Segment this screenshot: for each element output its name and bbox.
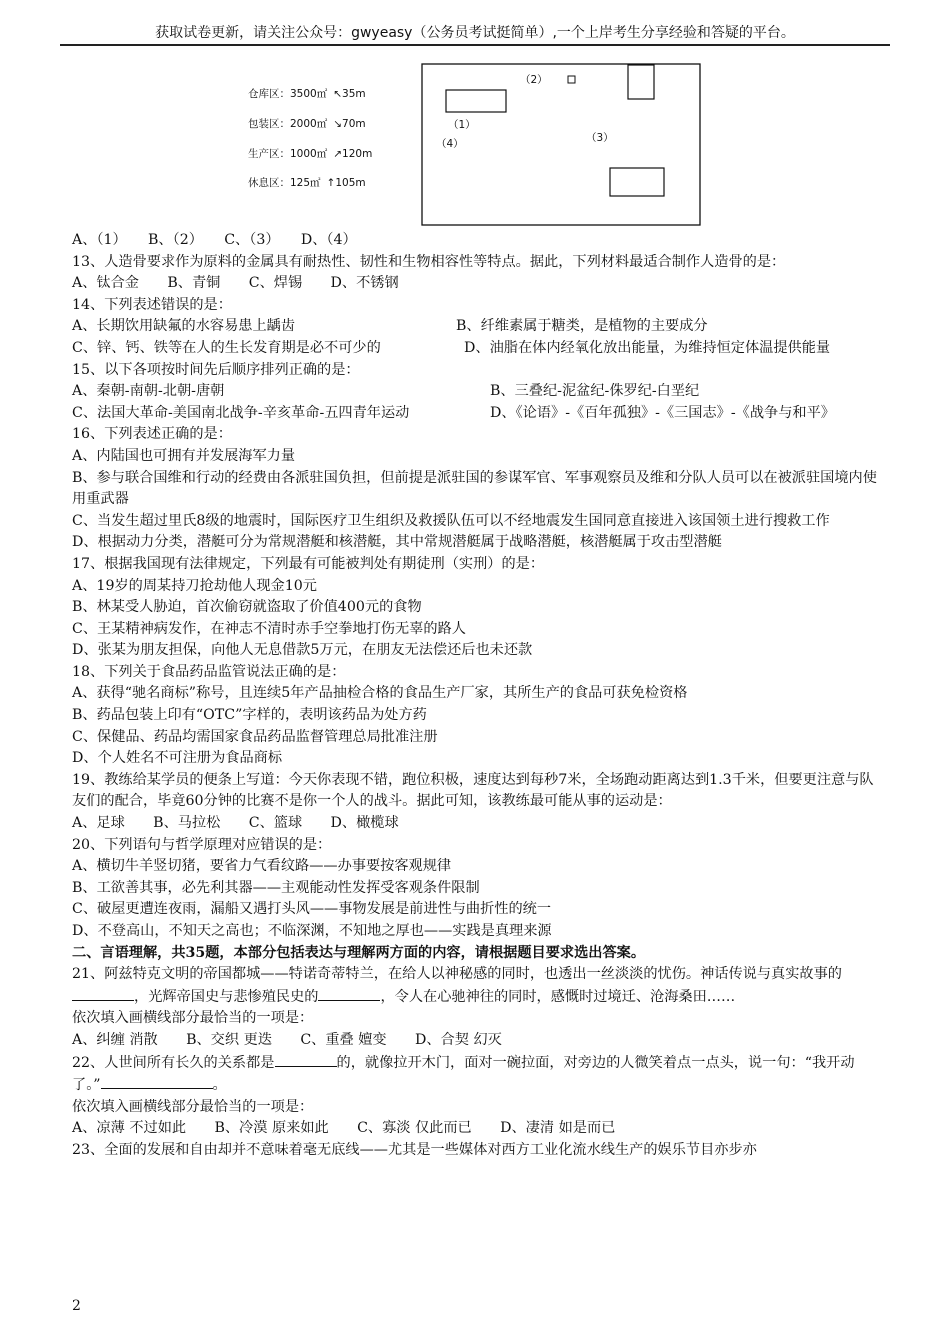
- q13-options: A、钛合金 B、青铜 C、焊锡 D、不锈钢: [72, 275, 399, 292]
- q15-row-cd: [72, 403, 880, 425]
- q15-option-c: C、法国大革命-美国南北战争-辛亥革命-五四青年运动: [72, 404, 410, 421]
- page-number: 2: [72, 1298, 81, 1314]
- q14-row-cd: [72, 338, 880, 360]
- section-2-heading: 二、言语理解，共35题，本部分包括表达与理解两方面的内容，请根据题目要求选出答案。: [72, 944, 646, 961]
- q13-stem: 13、人造骨要求作为原料的金属具有耐热性、韧性和生物相容性等特点。据此，下列材料最适合制作人造骨的是：: [72, 253, 786, 270]
- q17-option-b: B、林某受人胁迫，首次偷窃就盗取了价值400元的食物: [72, 599, 422, 616]
- building-2: [568, 76, 575, 83]
- q14-option-c: C、锌、钙、铁等在人的生长发育期是必不可少的: [72, 339, 381, 356]
- header-rule: [60, 44, 890, 46]
- building-4: [610, 168, 664, 196]
- q22-blank-1: [275, 1052, 337, 1067]
- q22-options: A、凉薄 不过如此 B、冷漠 原来如此 C、寡淡 仅此而已 D、凄清 如是而已: [72, 1120, 616, 1137]
- q16-option-d: D、根据动力分类，潜艇可分为常规潜艇和核潜艇，其中常规潜艇属于战略潜艇，核潜艇属于攻击型潜艇: [72, 534, 722, 551]
- q18-option-a: A、获得“驰名商标”称号，且连续5年产品抽检合格的食品生产厂家，其所生产的食品可获免检资格: [72, 685, 688, 702]
- q17-option-c: C、王某精神病发作，在神志不清时赤手空拳地打伤无辜的路人: [72, 620, 466, 637]
- mark-4: （4）: [436, 138, 464, 150]
- q14-option-d: D、油脂在体内经氧化放出能量，为维持恒定体温提供能量: [464, 339, 831, 356]
- q16-option-b: B、参与联合国维和行动的经费由各派驻国负担，但前提是派驻国的参谋军官、军事观察员及维和分队人员可以在被派驻国境内使用重武器: [72, 469, 877, 508]
- q16-option-c: C、当发生超过里氏8级的地震时，国际医疗卫生组织及救援队伍可以不经地震发生国同意直接进入该国领土进行搜救工作: [72, 512, 830, 529]
- q23-stem: 23、全面的发展和自由却并不意味着毫无底线——尤其是一些媒体对西方工业化流水线生产的娱乐节目亦步亦: [72, 1141, 757, 1158]
- building-3: [628, 65, 654, 99]
- q18-option-d: D、个人姓名不可注册为食品商标: [72, 750, 283, 767]
- site-boundary: [422, 64, 700, 225]
- q17-option-d: D、张某为朋友担保，向他人无息借款5万元，在朋友无法偿还后也未还款: [72, 642, 533, 659]
- q21-blank-2: [318, 986, 380, 1001]
- mark-2: （2）: [520, 74, 548, 86]
- q14-row-ab: [72, 316, 880, 338]
- q17-stem: 17、根据我国现有法律规定，下列最有可能被判处有期徒刑（实刑）的是：: [72, 555, 545, 572]
- building-1: [446, 90, 506, 112]
- q21-blank-1: [72, 986, 134, 1001]
- q20-option-a: A、横切牛羊竖切猪，要省力气看纹路——办事要按客观规律: [72, 858, 452, 875]
- q15-stem: 15、以下各项按时间先后顺序排列正确的是：: [72, 361, 360, 378]
- legend-warehouse: 仓库区：3500㎡ ↖35m: [248, 88, 366, 100]
- legend-rest: 休息区：125㎡ ↑105m: [248, 177, 366, 189]
- q16-stem: 16、下列表述正确的是：: [72, 426, 232, 443]
- q22-blank-2: [101, 1074, 213, 1089]
- q16-option-a: A、内陆国也可拥有并发展海军力量: [72, 447, 296, 464]
- q12-options: A、（1） B、（2） C、（3） D、（4）: [72, 232, 357, 248]
- q22-stem: 22、人世间所有长久的关系都是 的，就像拉开木门，面对一碗拉面，对旁边的人微笑着点一点头，说一句：“我开动了。” 。: [72, 1052, 880, 1097]
- q17-option-a: A、19岁的周某持刀抢劫他人现金10元: [72, 577, 317, 594]
- layout-diagram: [240, 62, 710, 228]
- legend-packing: 包装区：2000㎡ ↘70m: [248, 118, 366, 130]
- q21-options: A、纠缠 消散 B、交织 更迭 C、重叠 嬗变 D、合契 幻灭: [72, 1031, 502, 1048]
- q15-row-ab: [72, 381, 880, 403]
- mark-1: （1）: [448, 119, 476, 131]
- q14-option-b: B、纤维素属于糖类，是植物的主要成分: [456, 318, 708, 335]
- q18-stem: 18、下列关于食品药品监管说法正确的是：: [72, 663, 346, 680]
- q14-stem: 14、下列表述错误的是：: [72, 296, 232, 313]
- q21-prompt: 依次填入画横线部分最恰当的一项是：: [72, 1010, 314, 1027]
- q14-option-a: A、长期饮用缺氟的水容易患上龋齿: [72, 318, 296, 335]
- q15-option-b: B、三叠纪-泥盆纪-侏罗纪-白垩纪: [490, 383, 700, 400]
- q22-prompt: 依次填入画横线部分最恰当的一项是：: [72, 1098, 314, 1115]
- mark-3: （3）: [586, 132, 614, 144]
- q15-option-a: A、秦朝-南朝-北朝-唐朝: [72, 383, 225, 400]
- q21-stem: 21、阿兹特克文明的帝国都城——特诺奇蒂特兰，在给人以神秘感的同时，也透出一丝淡淡的忧伤。神话传说与真实故事的，光辉帝国史与悲惨殖民史的 ，令人在心驰神往的同时，感慨时过境迁、沧海桑田……: [72, 966, 842, 1005]
- q15-option-d: D、《论语》-《百年孤独》-《三国志》-《战争与和平》: [490, 404, 835, 421]
- page-header: 获取试卷更新，请关注公众号：gwyeasy（公务员考试挺简单）,一个上岸考生分享经验和答疑的平台。: [155, 25, 795, 41]
- q18-option-b: B、药品包装上印有“OTC”字样的，表明该药品为处方药: [72, 707, 427, 724]
- q19-stem: 19、教练给某学员的便条上写道：今天你表现不错，跑位积极，速度达到每秒7米，全场跑动距离达到1.3千米，但要更注意与队友们的配合，毕竟60分钟的比赛不是你一个人的战斗。据此可知，该教练最可能从事的运动是：: [72, 771, 874, 810]
- q20-option-d: D、不登高山，不知天之高也；不临深渊，不知地之厚也——实践是真理来源: [72, 923, 552, 939]
- q19-options: A、足球 B、马拉松 C、篮球 D、橄榄球: [72, 815, 399, 832]
- question-content: [72, 230, 880, 1162]
- legend-production: 生产区：1000㎡ ↗120m: [248, 148, 373, 160]
- q18-option-c: C、保健品、药品均需国家食品药品监督管理总局批准注册: [72, 728, 438, 745]
- q20-option-b: B、工欲善其事，必先利其器——主观能动性发挥受客观条件限制: [72, 879, 480, 896]
- q20-stem: 20、下列语句与哲学原理对应错误的是：: [72, 836, 332, 853]
- q20-option-c: C、破屋更遭连夜雨，漏船又遇打头风——事物发展是前进性与曲折性的统一: [72, 901, 552, 918]
